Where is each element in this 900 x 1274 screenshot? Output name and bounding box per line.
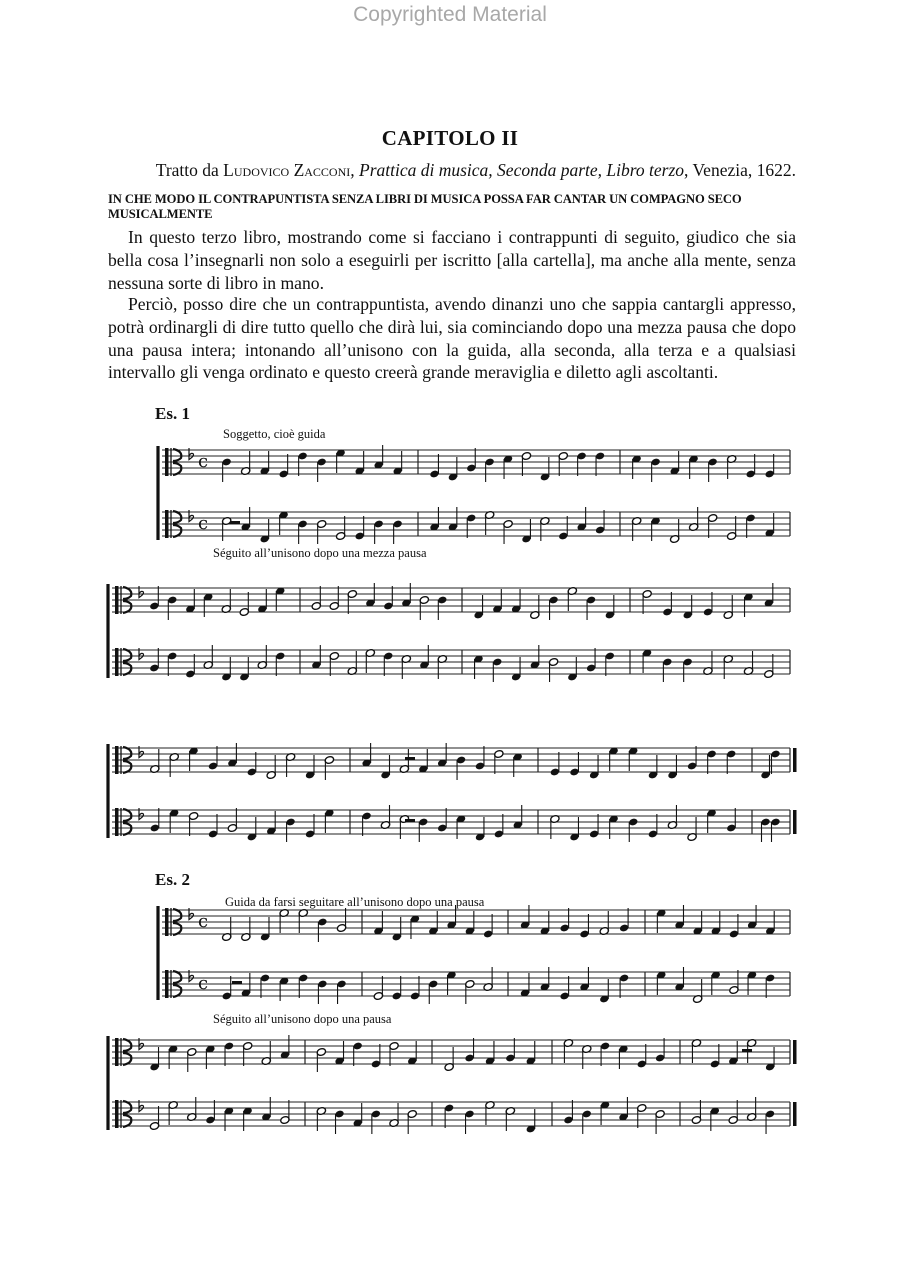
- example-2-system-2: [0, 1030, 900, 1140]
- time-signature: c: [198, 512, 209, 534]
- rest-icon: [742, 1049, 752, 1052]
- rest-icon: [230, 521, 240, 524]
- example-2-system-1: [0, 900, 900, 1010]
- c-clef-icon: [165, 908, 169, 936]
- staff: [112, 810, 790, 834]
- paragraph-1: In questo terzo libro, mostrando come si facciano i contrappunti di seguito, giudico che sia bella cosa l’insegnarli non solo a eseguirli per iscritto [alla cartella], ma anche alla mente, senza nessuna sorte di libro in mano.: [108, 227, 796, 293]
- example-1-caption-top: Soggetto, cioè guida: [223, 427, 326, 441]
- source-citation: [108, 160, 796, 181]
- final-barline: [793, 1040, 797, 1064]
- c-clef-icon: [115, 1100, 119, 1128]
- source-work: , Prattica di musica, Seconda parte, Libro terzo: [350, 160, 685, 180]
- example-2-caption-bottom: Séguito all’unisono dopo una pausa: [213, 1012, 392, 1026]
- source-suffix: , Venezia, 1622.: [684, 160, 796, 180]
- example-1-caption-bottom: Séguito all’unisono dopo una mezza pausa: [213, 546, 427, 560]
- example-2-caption-top: Guida da farsi seguitare all’unisono dopo una pausa: [225, 895, 485, 909]
- c-clef-icon: [165, 970, 169, 998]
- time-signature: c: [198, 910, 209, 932]
- c-clef-icon: [165, 510, 169, 538]
- rest-icon: [405, 757, 415, 760]
- rest-icon: [405, 819, 415, 822]
- c-clef-icon: [115, 808, 119, 836]
- c-clef-icon: [115, 586, 119, 614]
- copyright-watermark: Copyrighted Material: [353, 3, 547, 26]
- section-subheading: IN CHE MODO IL CONTRAPUNTISTA SENZA LIBRI DI MUSICA POSSA FAR CANTAR UN COMPAGNO SECO MUSICALMENTE: [108, 192, 742, 221]
- paragraph-2: Perciò, posso dire che un contrappuntista, avendo dinanzi uno che sappia cantargli appresso, potrà ordinargli di dire tutto quello che dirà lui, sia cominciando dopo una mezza pausa che dopo una pausa intera; intonando all’unisono con la guida, alla seconda, alla terza e a qualsiasi intervallo gli venga ordinato e questo creerà grande meraviglia e diletto agli ascoltanti.: [108, 294, 796, 383]
- c-clef-icon: [115, 746, 119, 774]
- final-barline: [793, 810, 797, 834]
- example-1-label: Es. 1: [155, 404, 190, 423]
- c-clef-icon: [115, 648, 119, 676]
- rest-icon: [232, 981, 242, 984]
- staff: [162, 450, 790, 474]
- final-barline: [793, 748, 797, 772]
- staff: [112, 588, 790, 612]
- staff: [112, 1040, 790, 1064]
- example-2-label: Es. 2: [155, 870, 190, 889]
- example-1-system-1: [0, 440, 900, 550]
- c-clef-icon: [165, 448, 169, 476]
- c-clef-icon: [115, 1038, 119, 1066]
- source-author: Ludovico Zacconi: [223, 160, 351, 180]
- example-1-system-2: [0, 578, 900, 688]
- source-prefix: Tratto da: [155, 160, 224, 180]
- time-signature: c: [198, 450, 209, 472]
- staff: [162, 972, 790, 996]
- time-signature: c: [198, 972, 209, 994]
- example-1-system-3: [0, 738, 900, 848]
- chapter-title: CAPITOLO II: [381, 126, 519, 150]
- final-barline: [793, 1102, 797, 1126]
